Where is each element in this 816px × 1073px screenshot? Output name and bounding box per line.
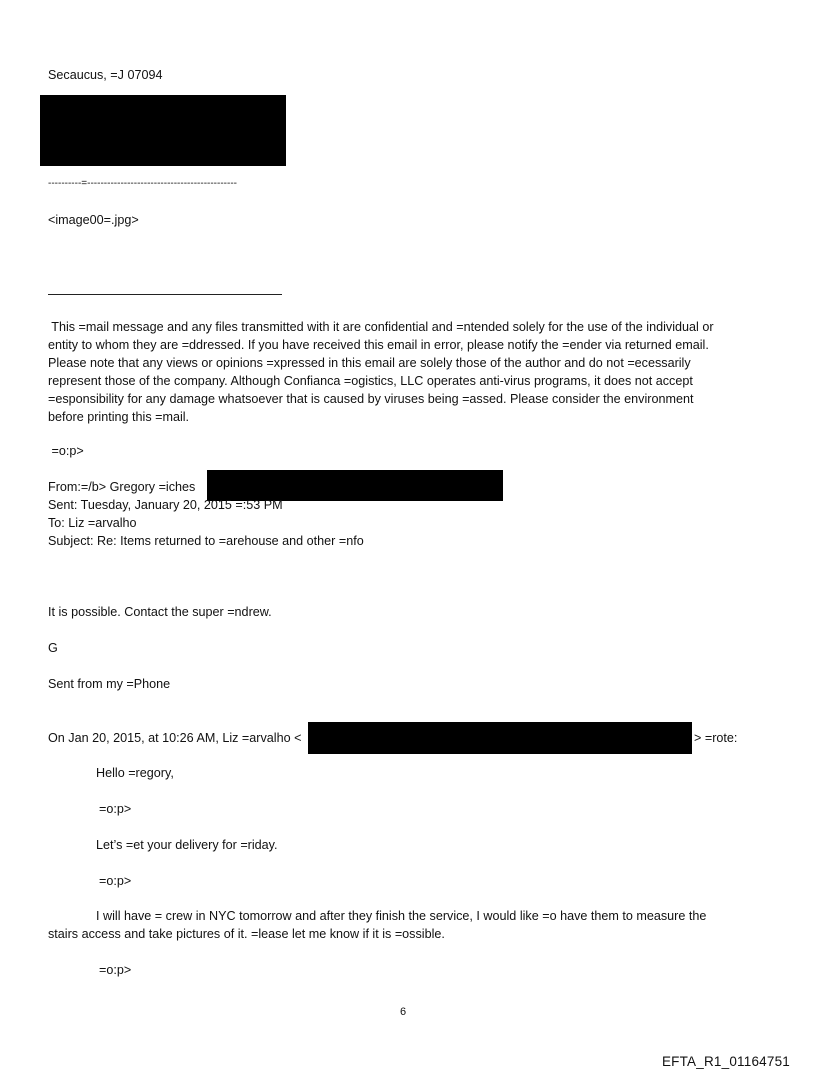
horizontal-rule	[48, 294, 282, 295]
header-from: From:=/b> Gregory =iches	[48, 480, 196, 494]
reply-sent-from: Sent from my =Phone	[48, 677, 171, 691]
quoted-op-marker: =o:p>	[99, 802, 132, 816]
disclaimer-line: This =mail message and any files transmitted with it are confidential and =ntended solely for the use of the individual or	[48, 320, 714, 334]
header-to: To: Liz =arvalho	[48, 516, 137, 530]
address-line: Secaucus, =J 07094	[48, 68, 163, 82]
redaction-block-quote-email	[308, 722, 692, 754]
quote-header-prefix: On Jan 20, 2015, at 10:26 AM, Liz =arvalho <	[48, 731, 302, 745]
redaction-block-address	[40, 95, 286, 166]
disclaimer-paragraph	[48, 318, 772, 426]
quoted-greeting: Hello =regory,	[96, 766, 174, 780]
page-number: 6	[400, 1006, 407, 1018]
quoted-op-marker: =o:p>	[99, 874, 132, 888]
disclaimer-line: =esponsibility for any damage whatsoever that is caused by viruses being =assed. Please consider the environment	[48, 392, 694, 406]
header-sent: Sent: Tuesday, January 20, 2015 =:53 PM	[48, 498, 283, 512]
disclaimer-line: before printing this =mail.	[48, 410, 190, 424]
dash-separator: ----------=---------------------------------------------	[48, 178, 237, 189]
quoted-op-marker: =o:p>	[99, 963, 132, 977]
disclaimer-line: entity to whom they are =ddressed. If you have received this email in error, please notify the =ender via returned email.	[48, 338, 709, 352]
image-reference: <image00=.jpg>	[48, 213, 139, 227]
quoted-body-line: I will have = crew in NYC tomorrow and after they finish the service, I would like =o have them to measure the	[96, 909, 707, 923]
op-marker: =o:p>	[48, 444, 84, 458]
disclaimer-line: Please note that any views or opinions =xpressed in this email are solely those of the author and do not =ecessarily	[48, 356, 691, 370]
disclaimer-line: represent those of the company. Although Confianca =ogistics, LLC operates anti-virus programs, it does not accept	[48, 374, 693, 388]
header-subject: Subject: Re: Items returned to =arehouse and other =nfo	[48, 534, 364, 548]
quoted-delivery: Let’s =et your delivery for =riday.	[96, 838, 278, 852]
quoted-body-line: stairs access and take pictures of it. =lease let me know if it is =ossible.	[48, 927, 445, 941]
reply-line: It is possible. Contact the super =ndrew.	[48, 605, 272, 619]
reply-signoff: G	[48, 641, 58, 655]
quote-header-suffix: > =rote:	[694, 731, 738, 745]
document-id: EFTA_R1_01164751	[661, 1054, 790, 1069]
